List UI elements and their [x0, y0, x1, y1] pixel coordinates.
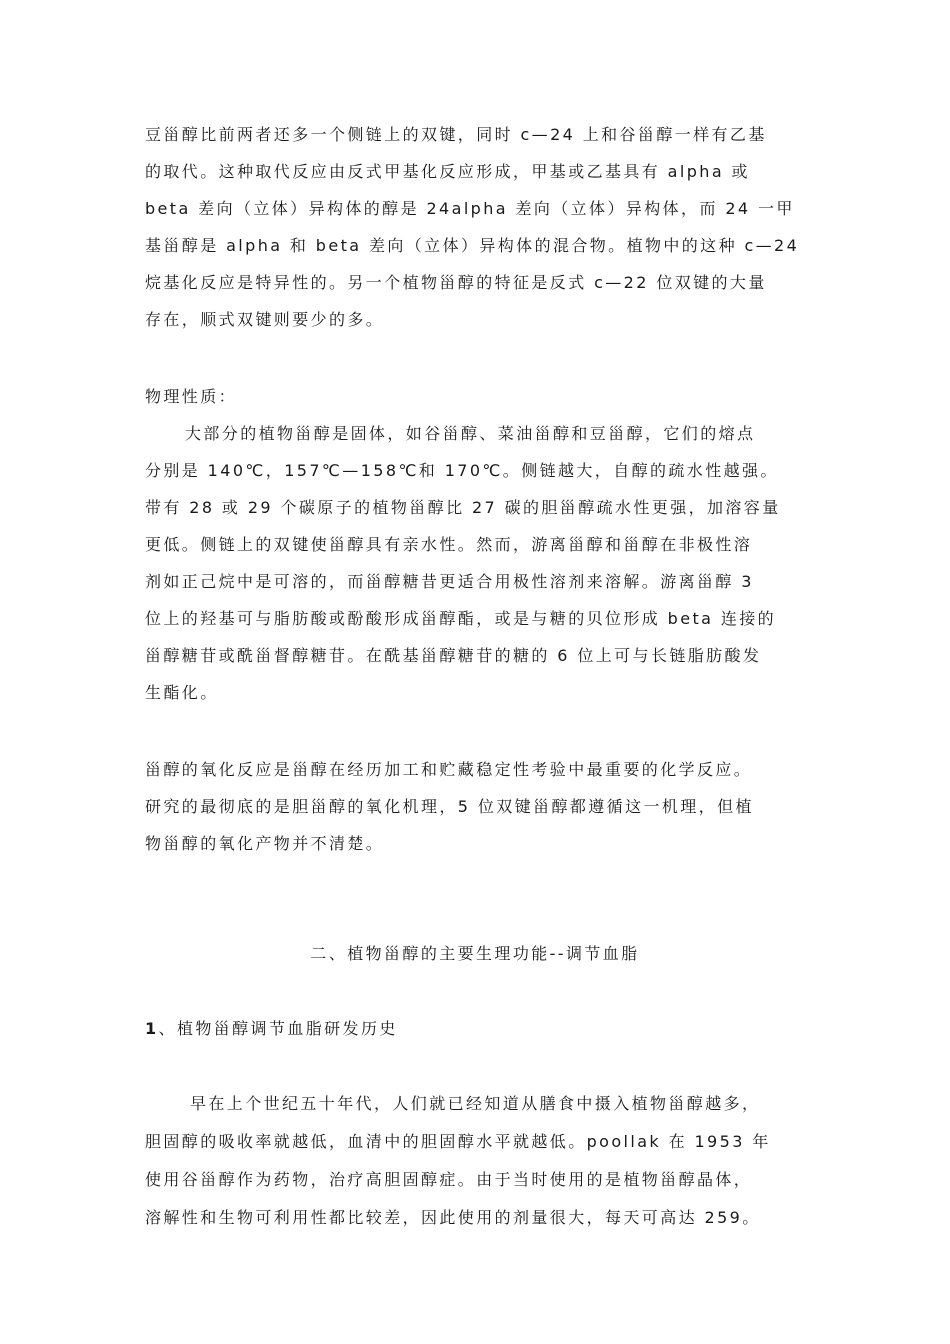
paragraph-4-line-4: 溶解性和生物可利用性都比较差，因此使用的剂量很大，每天可高达 259。	[145, 1208, 761, 1227]
paragraph-2-line-7: 甾醇糖苷或酰甾督醇糖苷。在酰基甾醇糖苷的糖的 6 位上可与长链脂肪酸发	[145, 646, 762, 665]
paragraph-2-line-5: 剂如正己烷中是可溶的，而甾醇糖昔更适合用极性溶剂来溶解。游离甾醇 3	[145, 572, 754, 591]
paragraph-4-line-3: 使用谷甾醇作为药物，治疗高胆固醇症。由于当时使用的是植物甾醇晶体，	[145, 1170, 753, 1189]
subsection-heading	[145, 1019, 805, 1039]
paragraph-4-line-1: 早在上个世纪五十年代，人们就已经知道从膳食中摄入植物甾醇越多，	[190, 1094, 761, 1113]
paragraph-4-line-2: 胆固醇的吸收率就越低，血清中的胆固醇水平就越低。poollak 在 1953 年	[145, 1132, 771, 1151]
paragraph-2-line-3: 带有 28 或 29 个碳原子的植物甾醇比 27 碳的胆甾醇疏水性更强，加溶容量	[145, 498, 781, 517]
paragraph-1-line-3: beta 差向（立体）异构体的醇是 24alpha 差向（立体）异构体，而 24 一甲	[145, 199, 795, 218]
paragraph-3-line-2: 研究的最彻底的是胆甾醇的氧化机理，5 位双键甾醇都遵循这一机理，但植	[145, 797, 754, 816]
paragraph-1-line-6: 存在，顺式双键则要少的多。	[145, 310, 385, 329]
paragraph-3-line-3: 物甾醇的氧化产物并不清楚。	[145, 834, 385, 853]
paragraph-2-line-1: 大部分的植物甾醇是固体，如谷甾醇、菜油甾醇和豆甾醇，它们的熔点	[185, 424, 756, 443]
paragraph-1-line-2: 的取代。这种取代反应由反式甲基化反应形成，甲基或乙基具有 alpha 或	[145, 162, 750, 181]
section-heading: 二、植物甾醇的主要生理功能--调节血脂	[310, 944, 640, 963]
physical-properties-heading: 物理性质：	[145, 387, 238, 406]
paragraph-1-line-4: 基甾醇是 alpha 和 beta 差向（立体）异构体的混合物。植物中的这种 c—24	[145, 236, 800, 255]
paragraph-1-line-5: 烷基化反应是特异性的。另一个植物甾醇的特征是反式 c—22 位双键的大量	[145, 273, 767, 292]
paragraph-2-line-8: 生酯化。	[145, 683, 219, 702]
paragraph-2-line-2: 分别是 140℃，157℃—158℃和 170℃。侧链越大，自醇的疏水性越强。	[145, 461, 779, 480]
paragraph-3-line-1: 甾醇的氧化反应是甾醇在经历加工和贮藏稳定性考验中最重要的化学反应。	[145, 760, 753, 779]
subsection-number: 1	[145, 1019, 159, 1038]
paragraph-2-line-6: 位上的羟基可与脂肪酸或酚酸形成甾醇酯，或是与糖的贝位形成 beta 连接的	[145, 609, 777, 628]
subsection-title: 、植物甾醇调节血脂研发历史	[158, 1019, 398, 1038]
paragraph-2-line-4: 更低。侧链上的双键使甾醇具有亲水性。然而，游离甾醇和甾醇在非极性溶	[145, 535, 753, 554]
paragraph-1-line-1: 豆甾醇比前两者还多一个侧链上的双键，同时 c—24 上和谷甾醇一样有乙基	[145, 125, 767, 144]
